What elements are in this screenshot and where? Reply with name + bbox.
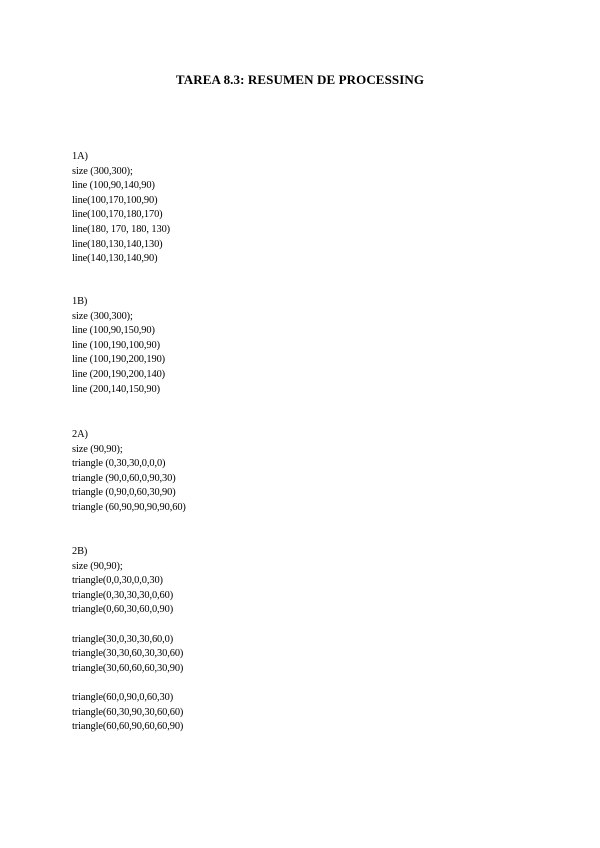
- section-heading: 2B): [72, 546, 88, 557]
- code-line: line(180, 170, 180, 130): [72, 223, 171, 235]
- code-line: triangle(60,0,90,0,60,30): [72, 691, 174, 703]
- section-1a: [72, 150, 170, 267]
- code-line: triangle(0,30,30,30,0,60): [72, 589, 174, 601]
- code-line: size (300,300);: [72, 310, 133, 322]
- code-line: triangle (0,30,30,0,0,0): [72, 458, 166, 470]
- code-line: line (200,140,150,90): [72, 383, 160, 395]
- code-line: line (100,90,140,90): [72, 180, 155, 192]
- code-line: size (90,90);: [72, 443, 123, 455]
- section-heading: 1A): [72, 151, 88, 162]
- section-1b: [72, 295, 165, 397]
- blank-line: [72, 618, 183, 633]
- code-line: triangle(30,0,30,30,60,0): [72, 633, 174, 645]
- code-line: line(140,130,140,90): [72, 253, 158, 265]
- page-title: TAREA 8.3: RESUMEN DE PROCESSING: [175, 72, 425, 87]
- code-line: triangle (60,90,90,90,90,60): [72, 501, 186, 513]
- code-line: line(180,130,140,130): [72, 238, 163, 250]
- code-line: triangle (90,0,60,0,90,30): [72, 472, 176, 484]
- section-2a: [72, 428, 186, 516]
- code-line: size (90,90);: [72, 560, 123, 572]
- code-line: triangle(30,30,60,30,30,60): [72, 648, 184, 660]
- section-2b: [72, 545, 183, 735]
- code-line: line (100,90,150,90): [72, 325, 155, 337]
- section-heading: 2A): [72, 429, 88, 440]
- code-line: triangle(0,0,30,0,0,30): [72, 575, 163, 587]
- blank-line: [72, 676, 183, 691]
- code-line: line (200,190,200,140): [72, 368, 166, 380]
- code-line: size (300,300);: [72, 165, 133, 177]
- code-line: line (100,190,100,90): [72, 339, 160, 351]
- code-line: line(100,170,100,90): [72, 194, 158, 206]
- code-line: triangle (0,90,0,60,30,90): [72, 487, 176, 499]
- code-line: triangle(0,60,30,60,0,90): [72, 604, 174, 616]
- code-line: triangle(30,60,60,60,30,90): [72, 662, 184, 674]
- code-line: line (100,190,200,190): [72, 354, 166, 366]
- code-line: triangle(60,30,90,30,60,60): [72, 706, 184, 718]
- code-line: triangle(60,60,90,60,60,90): [72, 721, 184, 733]
- section-heading: 1B): [72, 296, 88, 307]
- code-line: line(100,170,180,170): [72, 209, 163, 221]
